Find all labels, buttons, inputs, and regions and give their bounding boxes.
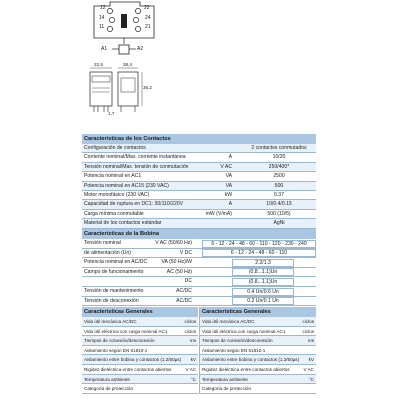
general-left-header: Características Generales: [82, 307, 198, 317]
table-row: [200, 355, 316, 365]
table-row: [82, 317, 198, 327]
table-row: [82, 384, 198, 394]
table-row: [200, 365, 316, 375]
table-row: [82, 327, 198, 337]
dim-width-left: 22,5: [94, 62, 103, 67]
contacts-header: Características de los Contactos: [82, 134, 316, 144]
table-row: [82, 191, 316, 200]
row-unit: VA: [225, 173, 232, 180]
table-row: [82, 239, 316, 249]
row-unit: V DC: [179, 249, 192, 256]
row-label: Aislamiento según EN 61810-1: [84, 347, 148, 353]
row-label: Categoría de protección: [84, 386, 134, 392]
pin-label-21: 21: [145, 24, 151, 30]
row-value: (0.8...1.1)Un: [232, 278, 294, 286]
table-row: [82, 210, 316, 219]
row-unit: °C: [308, 376, 314, 382]
row-value: 250/400*: [268, 163, 290, 170]
row-label: Rigidez dieléctrica entre contactos abiertos: [84, 367, 172, 372]
row-label: Vida útil mecánica AC/DC: [202, 319, 255, 324]
pin-label-11: 11: [99, 24, 105, 30]
table-row: [200, 375, 316, 385]
row-value: 6 - 12 - 24 - 48 - 60 - 110 - 120 - 230 - 240: [202, 240, 316, 248]
row-value: 2.2/1.3: [232, 259, 294, 267]
row-label: Corriente nominal/Max. corriente instantánea: [84, 154, 186, 161]
row-value: 0.4 Un/0.6 Un: [232, 288, 294, 296]
row-label: Potencia nominal en AC15 (230 VAC): [84, 182, 169, 189]
row-unit: mW (V/mA): [205, 210, 232, 217]
row-unit: V AC (50/60 Hz): [155, 240, 192, 246]
table-row: [82, 144, 316, 153]
dim-small: 1,7: [108, 111, 115, 116]
row-label: Vida útil mecánica AC/DC: [84, 319, 137, 324]
row-label: Configuración de contactos: [84, 145, 146, 151]
row-label: Categoría de protección: [202, 386, 252, 392]
table-row: [200, 384, 316, 394]
table-row: [82, 163, 316, 172]
row-unit: ms: [189, 338, 196, 344]
table-row: [82, 346, 198, 356]
table-row: [82, 182, 316, 191]
table-row: [200, 336, 316, 346]
row-label: Capacidad de ruptura en DC1: 30/110/220V: [84, 201, 184, 208]
row-label: Vida útil eléctrica con carga nominal AC1: [202, 328, 286, 334]
row-label: Temperatura ambiente: [84, 376, 130, 382]
pin-label-22: 22: [144, 5, 150, 11]
row-label: Temperatura ambiente: [202, 376, 248, 382]
pin-label-14: 14: [99, 15, 105, 21]
table-row: [82, 277, 316, 287]
coil-header: Características de la Bobina: [82, 229, 316, 239]
row-label: Tiempos de conexión/desconexión: [202, 338, 273, 344]
row-value: 0.2 Un/0.1 Un: [232, 297, 294, 305]
table-row: [82, 336, 198, 346]
dimension-drawing: [80, 62, 160, 124]
row-unit: V AC: [185, 367, 196, 372]
row-value: 2 contactos conmutados: [251, 145, 307, 151]
row-unit: A: [228, 201, 232, 208]
row-value: 10/0.4/0.15: [266, 201, 292, 208]
row-label: Material de los contactos estándar: [84, 220, 162, 227]
row-label: Tensión nominal: [84, 240, 121, 246]
row-unit: A: [228, 154, 232, 161]
row-unit: °C: [190, 376, 196, 382]
row-label: Tensión de mantenimiento: [84, 288, 144, 294]
row-value: 500 (10/5): [267, 210, 291, 217]
dim-width-right: 38,4: [123, 62, 132, 67]
table-row: [82, 153, 316, 162]
row-unit: AC/DC: [176, 297, 192, 304]
row-value: 6 - 12 - 24 - 48 - 60 - 110: [202, 249, 316, 257]
table-row: [200, 327, 316, 337]
row-unit: V AC: [220, 163, 232, 170]
general-right-header: Características Generales: [200, 307, 316, 317]
row-label: Tiempos de conexión/desconexión: [84, 338, 155, 344]
row-value: 500: [274, 182, 284, 189]
table-row: [82, 297, 316, 307]
table-row: [200, 317, 316, 327]
row-value: 0.37: [274, 192, 284, 198]
row-unit: AC (50 Hz): [166, 268, 192, 275]
table-row: [200, 346, 316, 356]
row-label: Motor monofásico (230 VAC): [84, 192, 150, 198]
row-label: Aislamiento según EN 61810-1: [202, 347, 266, 353]
table-row: [82, 268, 316, 278]
row-label: Carga mínima conmutable: [84, 210, 144, 217]
row-value: 2500: [273, 173, 285, 180]
row-unit: kV: [190, 357, 196, 363]
coil-label-a1: A1: [101, 46, 108, 52]
table-row: [82, 355, 198, 365]
table-row: [82, 365, 198, 375]
pin-label-24: 24: [145, 15, 151, 21]
row-label: Aislamiento entre bobina y contactos (1.2/50µs): [202, 357, 300, 363]
row-unit: V AC: [303, 367, 314, 372]
row-label: Rigidez dieléctrica entre contactos abiertos: [202, 367, 290, 372]
row-label: Vida útil eléctrica con carga nominal AC1: [84, 328, 168, 334]
row-label: Potencia nominal en AC1: [84, 173, 142, 180]
row-unit: kV: [308, 357, 314, 363]
row-unit: AC/DC: [176, 288, 192, 294]
coil-label-a2: A2: [137, 46, 144, 52]
row-label: Campo de funcionamiento: [84, 268, 144, 275]
table-row: [82, 287, 316, 297]
row-unit: ciclos: [184, 328, 196, 334]
row-label: de alimentación (Un): [84, 249, 131, 256]
row-label: Tensión de desconexión: [84, 297, 139, 304]
row-unit: VA: [225, 182, 232, 189]
row-label: Potencia nominal en AC/DC: [84, 259, 148, 266]
row-unit: ciclos: [184, 319, 196, 324]
table-row: [82, 172, 316, 181]
row-label: Tensión nominal/Max. tensión de conmutación: [84, 163, 189, 170]
row-unit: ciclos: [302, 319, 314, 324]
row-value: 10/20: [272, 154, 286, 161]
table-row: [82, 258, 316, 268]
row-unit: ms: [307, 338, 314, 344]
row-value: AgNi: [273, 220, 285, 227]
dim-height: 35,2: [143, 85, 152, 90]
table-row: [82, 200, 316, 209]
row-value: (0.8...1.1)Un: [232, 268, 294, 276]
row-unit: ciclos: [302, 328, 314, 334]
row-unit: VA (50 Hz)/W: [161, 259, 192, 266]
table-row: [82, 219, 316, 228]
table-row: [82, 249, 316, 259]
column-divider: [199, 307, 200, 394]
pin-label-12: 12: [100, 5, 106, 11]
row-unit: kW: [224, 192, 232, 198]
table-row: [82, 375, 198, 385]
row-unit: DC: [184, 278, 192, 285]
row-label: Aislamiento entre bobina y contactos (1.2/50µs): [84, 357, 182, 363]
